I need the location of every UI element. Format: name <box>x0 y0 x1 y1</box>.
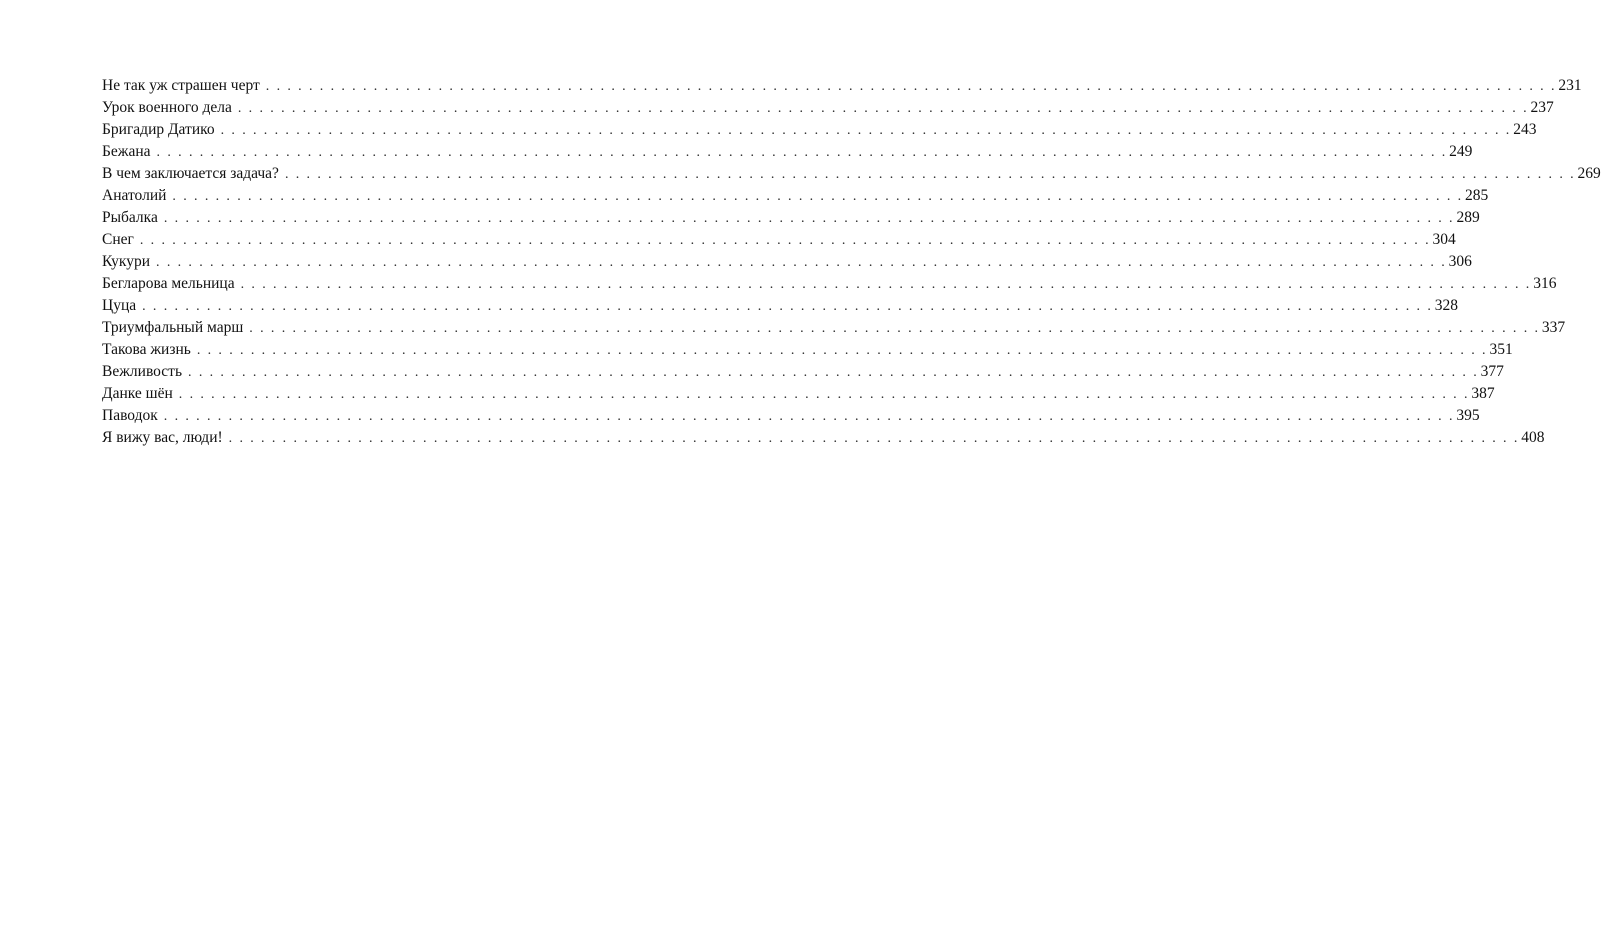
toc-entry-title: Бежана <box>102 143 151 160</box>
toc-entry-title: Кукури <box>102 253 151 270</box>
dot-leader: . . . . . . . . . . . . . . . . . . . . . . . . . . . . . . . . . . . . . . . . . . . . . . . . . . . . . . . . . . . . . . . . . . . . . . . . . . . . . . . . . . . . . . . . . . . . . . . . . . . . . . . . . . . . . . . . . . . . . . . . <box>172 189 1464 204</box>
toc-entry <box>102 361 1504 383</box>
dot-leader: . . . . . . . . . . . . . . . . . . . . . . . . . . . . . . . . . . . . . . . . . . . . . . . . . . . . . . . . . . . . . . . . . . . . . . . . . . . . . . . . . . . . . . . . . . . . . . . . . . . . . . . . . . . . . . . . . . . . . . . . <box>188 365 1479 380</box>
toc-entry-title: Я вижу вас, люди! <box>102 429 223 446</box>
toc-entry-page-number: 289 <box>1456 209 1480 226</box>
toc-entry-title: Урок военного дела <box>102 99 232 116</box>
toc-entry-title: Анатолий <box>102 187 167 204</box>
dot-leader: . . . . . . . . . . . . . . . . . . . . . . . . . . . . . . . . . . . . . . . . . . . . . . . . . . . . . . . . . . . . . . . . . . . . . . . . . . . . . . . . . . . . . . . . . . . . . . . . . . . . . . . . . . . . . . . . . . . . . . . . <box>142 299 1433 314</box>
toc-entry-title: Данке шён <box>102 385 173 402</box>
toc-entry <box>102 207 1480 229</box>
toc-entry <box>102 97 1554 119</box>
toc-entry <box>102 251 1472 273</box>
toc-entry-title: Снег <box>102 231 134 248</box>
toc-entry-title: Триумфальный марш <box>102 319 244 336</box>
toc-entry-page-number: 377 <box>1480 363 1504 380</box>
toc-entry-page-number: 237 <box>1530 99 1554 116</box>
dot-leader: . . . . . . . . . . . . . . . . . . . . . . . . . . . . . . . . . . . . . . . . . . . . . . . . . . . . . . . . . . . . . . . . . . . . . . . . . . . . . . . . . . . . . . . . . . . . . . . . . . . . . . . . . . . . . . . . . . . . . . . . <box>265 79 1557 94</box>
toc-entry <box>102 405 1480 427</box>
toc-entry-page-number: 304 <box>1432 231 1456 248</box>
toc-entry-title: Бегларова мельница <box>102 275 235 292</box>
dot-leader: . . . . . . . . . . . . . . . . . . . . . . . . . . . . . . . . . . . . . . . . . . . . . . . . . . . . . . . . . . . . . . . . . . . . . . . . . . . . . . . . . . . . . . . . . . . . . . . . . . . . . . . . . . . . . . . . . . . . . . . . <box>178 387 1470 402</box>
toc-entry-title: Такова жизнь <box>102 341 191 358</box>
toc-entry <box>102 75 1582 97</box>
toc-entry-title: Цуца <box>102 297 137 314</box>
toc-entry-page-number: 351 <box>1489 341 1513 358</box>
toc-entry <box>102 163 1601 185</box>
table-of-contents <box>102 75 1601 449</box>
toc-entry <box>102 273 1557 295</box>
toc-entry-page-number: 231 <box>1558 77 1582 94</box>
toc-entry-title: В чем заключается задача? <box>102 165 279 182</box>
dot-leader: . . . . . . . . . . . . . . . . . . . . . . . . . . . . . . . . . . . . . . . . . . . . . . . . . . . . . . . . . . . . . . . . . . . . . . . . . . . . . . . . . . . . . . . . . . . . . . . . . . . . . . . . . . . . . . . . . . . . . . . . <box>139 233 1431 248</box>
toc-entry <box>102 339 1513 361</box>
toc-entry-page-number: 316 <box>1533 275 1557 292</box>
dot-leader: . . . . . . . . . . . . . . . . . . . . . . . . . . . . . . . . . . . . . . . . . . . . . . . . . . . . . . . . . . . . . . . . . . . . . . . . . . . . . . . . . . . . . . . . . . . . . . . . . . . . . . . . . . . . . . . . . . . . . . . . <box>156 255 1447 270</box>
toc-entry <box>102 295 1458 317</box>
toc-entry-page-number: 395 <box>1456 407 1480 424</box>
toc-entry <box>102 229 1456 251</box>
dot-leader: . . . . . . . . . . . . . . . . . . . . . . . . . . . . . . . . . . . . . . . . . . . . . . . . . . . . . . . . . . . . . . . . . . . . . . . . . . . . . . . . . . . . . . . . . . . . . . . . . . . . . . . . . . . . . . . . . . . . . . . . <box>237 101 1529 116</box>
toc-entry <box>102 383 1495 405</box>
toc-entry-page-number: 408 <box>1521 429 1545 446</box>
toc-entry-title: Рыбалка <box>102 209 158 226</box>
dot-leader: . . . . . . . . . . . . . . . . . . . . . . . . . . . . . . . . . . . . . . . . . . . . . . . . . . . . . . . . . . . . . . . . . . . . . . . . . . . . . . . . . . . . . . . . . . . . . . . . . . . . . . . . . . . . . . . . . . . . . . . . <box>156 145 1448 160</box>
dot-leader: . . . . . . . . . . . . . . . . . . . . . . . . . . . . . . . . . . . . . . . . . . . . . . . . . . . . . . . . . . . . . . . . . . . . . . . . . . . . . . . . . . . . . . . . . . . . . . . . . . . . . . . . . . . . . . . . . . . . . . . . <box>163 211 1455 226</box>
dot-leader: . . . . . . . . . . . . . . . . . . . . . . . . . . . . . . . . . . . . . . . . . . . . . . . . . . . . . . . . . . . . . . . . . . . . . . . . . . . . . . . . . . . . . . . . . . . . . . . . . . . . . . . . . . . . . . . . . . . . . . . . <box>249 321 1540 336</box>
toc-entry-page-number: 285 <box>1465 187 1489 204</box>
dot-leader: . . . . . . . . . . . . . . . . . . . . . . . . . . . . . . . . . . . . . . . . . . . . . . . . . . . . . . . . . . . . . . . . . . . . . . . . . . . . . . . . . . . . . . . . . . . . . . . . . . . . . . . . . . . . . . . . . . . . . . . . <box>228 431 1520 446</box>
toc-entry-title: Вежливость <box>102 363 183 380</box>
dot-leader: . . . . . . . . . . . . . . . . . . . . . . . . . . . . . . . . . . . . . . . . . . . . . . . . . . . . . . . . . . . . . . . . . . . . . . . . . . . . . . . . . . . . . . . . . . . . . . . . . . . . . . . . . . . . . . . . . . . . . . . . <box>220 123 1512 138</box>
toc-entry-page-number: 387 <box>1471 385 1495 402</box>
toc-entry <box>102 141 1473 163</box>
toc-entry <box>102 119 1537 141</box>
dot-leader: . . . . . . . . . . . . . . . . . . . . . . . . . . . . . . . . . . . . . . . . . . . . . . . . . . . . . . . . . . . . . . . . . . . . . . . . . . . . . . . . . . . . . . . . . . . . . . . . . . . . . . . . . . . . . . . . . . . . . . . . <box>163 409 1455 424</box>
toc-entry-page-number: 337 <box>1541 319 1566 336</box>
toc-entry-page-number: 306 <box>1448 253 1472 270</box>
dot-leader: . . . . . . . . . . . . . . . . . . . . . . . . . . . . . . . . . . . . . . . . . . . . . . . . . . . . . . . . . . . . . . . . . . . . . . . . . . . . . . . . . . . . . . . . . . . . . . . . . . . . . . . . . . . . . . . . . . . . . . . . <box>240 277 1532 292</box>
dot-leader: . . . . . . . . . . . . . . . . . . . . . . . . . . . . . . . . . . . . . . . . . . . . . . . . . . . . . . . . . . . . . . . . . . . . . . . . . . . . . . . . . . . . . . . . . . . . . . . . . . . . . . . . . . . . . . . . . . . . . . . . <box>284 167 1576 182</box>
toc-entry <box>102 185 1489 207</box>
dot-leader: . . . . . . . . . . . . . . . . . . . . . . . . . . . . . . . . . . . . . . . . . . . . . . . . . . . . . . . . . . . . . . . . . . . . . . . . . . . . . . . . . . . . . . . . . . . . . . . . . . . . . . . . . . . . . . . . . . . . . . . . <box>196 343 1488 358</box>
toc-entry-page-number: 328 <box>1434 297 1458 314</box>
toc-entry <box>102 427 1545 449</box>
toc-entry-page-number: 243 <box>1513 121 1537 138</box>
toc-entry-title: Бригадир Датико <box>102 121 215 138</box>
toc-entry-title: Не так уж страшен черт <box>102 77 260 94</box>
toc-entry-page-number: 269 <box>1577 165 1601 182</box>
toc-entry-title: Паводок <box>102 407 158 424</box>
toc-entry <box>102 317 1566 339</box>
toc-entry-page-number: 249 <box>1449 143 1473 160</box>
